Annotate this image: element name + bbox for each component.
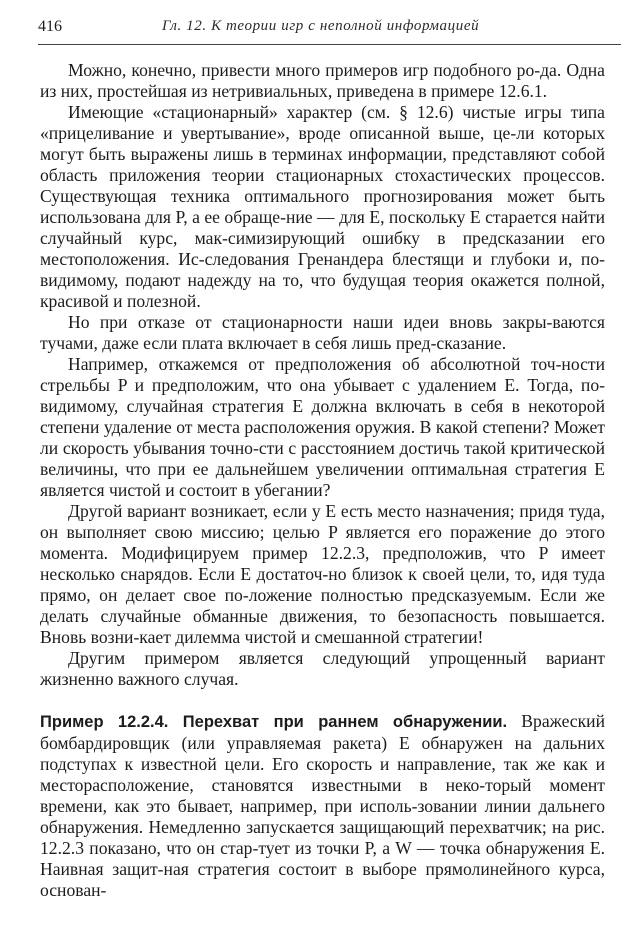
- paragraph: Другой вариант возникает, если у E есть место назначения; придя туда, он выполняет свою миссию; целью P является его поражение до этого момента. Модифицируем пример 12.2.3, предположив, что P имеет несколько снарядов. Если E достаточ-но близок к своей цели, то, идя туда прямо, он делает свое по-ложение полностью предсказуемым. Если же делать случайные обманные движения, то безопасность повышается. Вновь возни-кает дилемма чистой и смешанной стратегии!: [40, 501, 605, 647]
- running-title: Гл. 12. К теории игр с неполной информацией: [162, 18, 480, 34]
- example-title: Пример 12.2.4. Перехват при раннем обнаружении.: [40, 713, 508, 731]
- example-paragraph: [40, 711, 605, 901]
- paragraph: Можно, конечно, привести много примеров игр подобного ро-да. Одна из них, простейшая из нетривиальных, приведена в примере 12.6.1.: [40, 60, 605, 101]
- body-text: [40, 60, 605, 901]
- header-rule: [38, 44, 621, 45]
- paragraph: Например, откажемся от предположения об абсолютной точ-ности стрельбы P и предположим, что она убывает с удалением E. Тогда, по-видимому, случайная стратегия E должна включать в себя в некоторой степени удаление от места расположения оружия. В какой степени? Может ли скорость убывания точно-сти с расстоянием достичь такой критической величины, что при ее дальнейшем увеличении оптимальная стратегия E является чистой и состоит в убегании?: [40, 354, 605, 500]
- paragraph: Но при отказе от стационарности наши идеи вновь закры-ваются тучами, даже если плата включает в себя лишь пред-сказание.: [40, 312, 605, 353]
- paragraph: Имеющие «стационарный» характер (см. § 12.6) чистые игры типа «прицеливание и увертывание», вроде описанной выше, це-ли которых могут быть выражены лишь в терминах информации, представляют собой область приложения теории стационарных стохастических процессов. Существующая техника оптимального прогнозирования может быть использована для P, а ее обраще-ние — для E, поскольку E старается найти случайный курс, мак-симизирующий ошибку в предсказании его местоположения. Ис-следования Гренандера блестящи и глубоки и, по-видимому, подают надежду на то, что будущая теория окажется полной, красивой и полезной.: [40, 102, 605, 311]
- running-head: [38, 18, 621, 40]
- paragraph: Другим примером является следующий упрощенный вариант жизненно важного случая.: [40, 648, 605, 689]
- example-text: Вражеский бомбардировщик (или управляемая ракета) E обнаружен на дальних подступах к известной цели. Его скорость и направление, так же как и месторасположение, становятся известными в неко-торый момент времени, как это бывает, например, при исполь-зовании линии дальнего обнаружения. Немедленно запускается защищающий перехватчик; на рис. 12.2.3 показано, что он стар-тует из точки P, а W — точка обнаружения E. Наивная защит-ная стратегия состоит в выборе прямолинейного курса, основан-: [40, 711, 605, 900]
- page-number: 416: [38, 18, 62, 35]
